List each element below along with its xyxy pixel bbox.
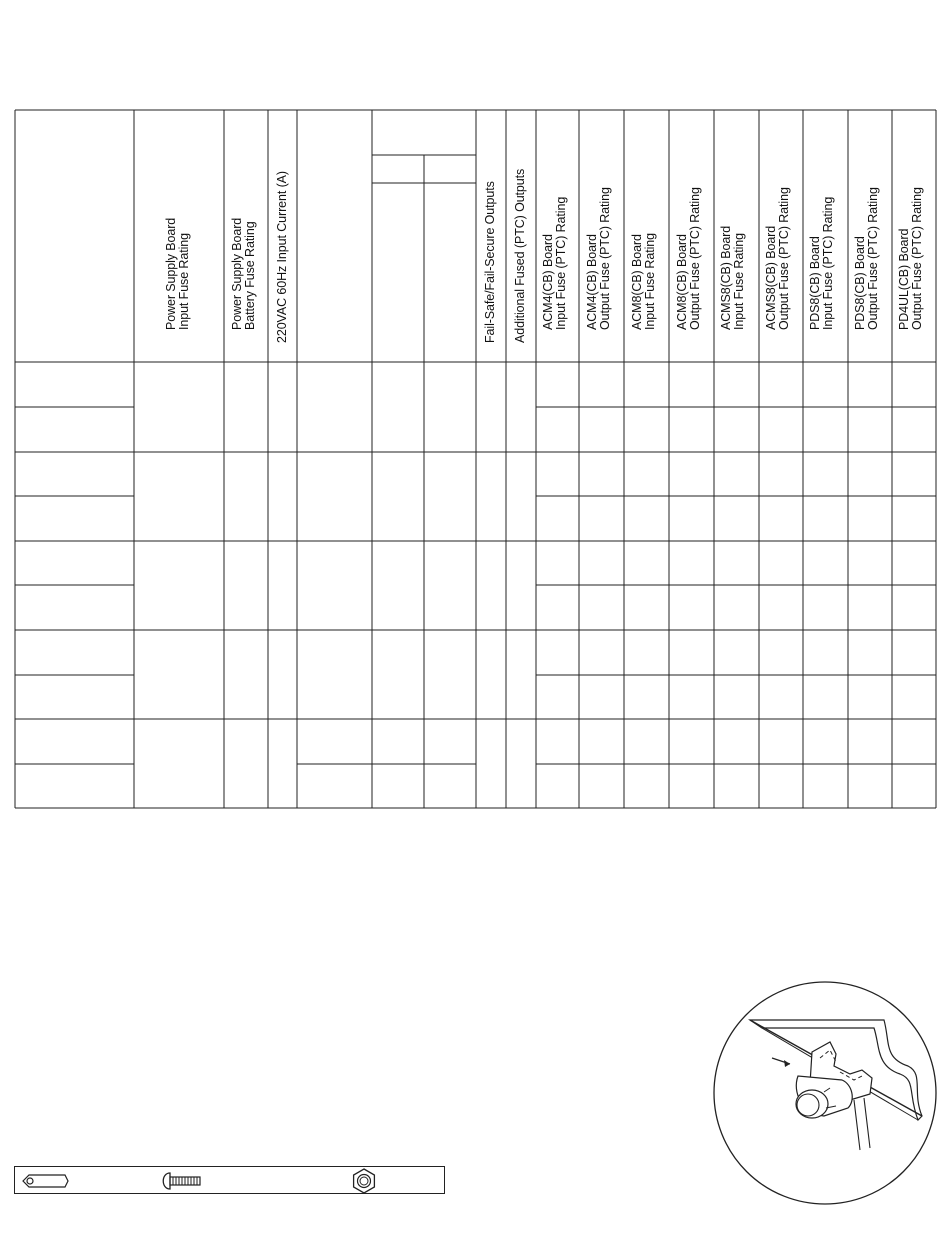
column-header-line: Power Supply Board xyxy=(164,217,178,330)
column-header-text xyxy=(676,187,702,330)
column-header-line: Fail-Safe/Fail-Secure Outputs xyxy=(483,181,497,343)
column-header-text xyxy=(276,171,289,343)
column-header-line: PDS8(CB) Board xyxy=(853,236,867,330)
column-header-line: Input Fuse (PTC) Rating xyxy=(554,196,568,330)
column-header-line: Input Fuse Rating xyxy=(732,233,746,330)
hex-nut-icon xyxy=(351,1168,377,1194)
column-header-line: Additional Fused (PTC) Outputs xyxy=(513,168,527,343)
column-header-text xyxy=(231,218,257,330)
column-header-line: Output Fuse (PTC) Rating xyxy=(777,187,791,330)
column-header-line: Output Fuse (PTC) Rating xyxy=(866,187,880,330)
column-header-text xyxy=(631,233,657,330)
column-header-line: Power Supply Board xyxy=(230,217,244,330)
column-header-line: 220VAC 60Hz Input Current (A) xyxy=(275,171,289,343)
column-header-line: Input Fuse Rating xyxy=(643,233,657,330)
column-header-line: Output Fuse (PTC) Rating xyxy=(598,187,612,330)
column-header-line: ACMS8(CB) Board xyxy=(719,225,733,330)
column-header-line: ACMS8(CB) Board xyxy=(764,225,778,330)
column-header-line: Output Fuse (PTC) Rating xyxy=(910,187,924,330)
column-header-text xyxy=(765,187,791,330)
screw-icon xyxy=(158,1171,204,1191)
column-header-text xyxy=(720,226,746,330)
column-header-line: ACM8(CB) Board xyxy=(630,234,644,330)
standoff-icon xyxy=(21,1174,69,1188)
column-header-line: PDS8(CB) Board xyxy=(808,236,822,330)
column-header-text xyxy=(514,169,527,343)
column-header-text xyxy=(484,181,497,343)
column-header-line: ACM4(CB) Board xyxy=(541,234,555,330)
column-header-text xyxy=(165,218,191,330)
column-header-text xyxy=(809,197,835,330)
column-header-line: Input Fuse (PTC) Rating xyxy=(821,196,835,330)
column-header-line: ACM8(CB) Board xyxy=(675,234,689,330)
hardware-legend xyxy=(14,1166,445,1194)
column-header-line: Output Fuse (PTC) Rating xyxy=(688,187,702,330)
column-header-line: PD4UL(CB) Board xyxy=(897,228,911,330)
column-header-text xyxy=(586,187,612,330)
column-header-text xyxy=(898,187,924,330)
column-header-text xyxy=(854,187,880,330)
column-header-line: Battery Fuse Rating xyxy=(243,221,257,330)
column-header-line: Input Fuse Rating xyxy=(177,233,191,330)
column-header-line: ACM4(CB) Board xyxy=(585,234,599,330)
column-header-text xyxy=(542,197,568,330)
mounting-detail-illustration xyxy=(712,980,938,1206)
